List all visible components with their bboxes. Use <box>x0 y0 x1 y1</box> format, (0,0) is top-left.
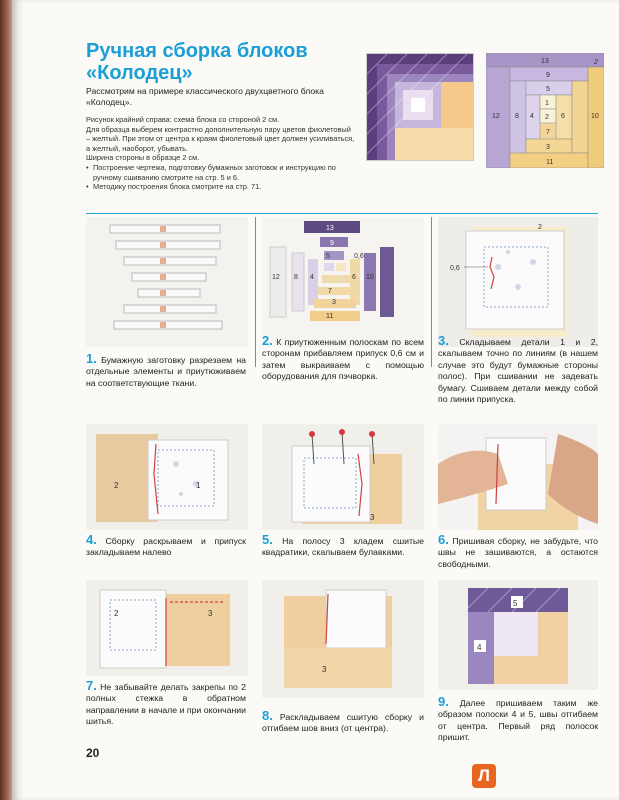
note-2: Для образца выберем контрастно дополнительную пару цветов фиолетовый – желтый. При этом от центра к краям фиолетовый цвет должен усиливаться, а желтый, наоборот, убывать. <box>86 124 355 153</box>
step5-text: На полосу 3 кладем сшитые квадратики, скалываем булавками. <box>262 536 424 558</box>
title-line-2: «Колодец» <box>86 62 193 84</box>
step9-caption <box>438 696 598 744</box>
p7-label-3: 3 <box>208 609 213 618</box>
step1-caption <box>86 353 246 389</box>
step8-caption <box>262 710 424 735</box>
step9-number: 9. <box>438 694 449 709</box>
p2-label-5: 5 <box>326 253 330 260</box>
diag-11: 11 <box>546 159 554 166</box>
step7-caption <box>86 680 246 728</box>
diag-2: 2 <box>545 114 549 121</box>
diag-1: 1 <box>545 100 549 107</box>
p2-label-7: 7 <box>328 288 332 295</box>
diag-7: 7 <box>546 129 550 136</box>
bullet-1: • Построение чертежа, подготовку бумажных заготовок и инструкцию по ручному сшиванию смотрите на стр. 5 и 6. <box>86 163 356 182</box>
diag-2-corner: 2 <box>594 59 598 66</box>
step3-number: 3. <box>438 333 449 348</box>
step9-text: Далее пришиваем таким же образом полоски 4 и 5, швы отгибаем от центра. Первый ряд полосок пришит. <box>438 698 598 743</box>
notes <box>86 115 356 192</box>
page-title <box>86 40 308 84</box>
step2-text: К приутюженным полоскам по всем сторонам прибавляем припуск 0,6 см и затем выкраиваем с помощью оборудования для пэчворка. <box>262 337 425 382</box>
step4-text: Сборку раскрываем и припуск закладываем налево <box>86 536 246 558</box>
diag-4: 4 <box>530 113 534 120</box>
block-scheme-diagram <box>486 53 604 168</box>
rule-row1-top <box>86 213 598 214</box>
step2-caption <box>262 335 424 383</box>
step1-text: Бумажную заготовку разрезаем на отдельные элементы и приутюживаем на соответствующие ткани. <box>86 355 246 388</box>
step4-caption <box>86 534 246 559</box>
diag-12: 12 <box>492 113 500 120</box>
p2-label-13: 13 <box>326 225 334 232</box>
rule-col1 <box>255 217 256 367</box>
step4-photo <box>86 424 248 530</box>
p2-label-12: 12 <box>272 274 280 281</box>
intro-paragraph: Рассмотрим на примере классического двухцветного блока «Колодец». <box>86 86 324 107</box>
step6-text: Пришивая сборку, не забудьте, что швы не зашиваются, а остаются свободными. <box>438 536 598 569</box>
step5-number: 5. <box>262 532 273 547</box>
bullet-2: • Методику построения блока смотрите на стр. 71. <box>86 182 356 192</box>
step1-number: 1. <box>86 351 97 366</box>
step7-number: 7. <box>86 678 97 693</box>
step4-number: 4. <box>86 532 97 547</box>
page-number: 20 <box>86 746 100 760</box>
p4-label-1: 1 <box>196 481 201 490</box>
book-spine <box>0 0 12 800</box>
p2-label-4: 4 <box>310 274 314 281</box>
diag-3: 3 <box>546 144 550 151</box>
diag-5: 5 <box>546 86 550 93</box>
p3-label-06: 0,6 <box>450 265 460 272</box>
p5-label-3: 3 <box>370 513 375 522</box>
step2-photo <box>262 217 424 347</box>
step6-caption <box>438 534 598 570</box>
diag-6: 6 <box>561 113 565 120</box>
step8-photo <box>262 580 424 698</box>
step8-number: 8. <box>262 708 273 723</box>
publisher-logo-icon: Л <box>472 764 496 788</box>
p2-label-11: 11 <box>326 313 334 320</box>
step5-photo <box>262 424 424 530</box>
p9-label-4: 4 <box>477 643 482 652</box>
finished-block-photo <box>366 53 474 161</box>
p7-label-2: 2 <box>114 609 119 618</box>
step9-photo <box>438 580 598 690</box>
title-line-1: Ручная сборка блоков <box>86 40 308 62</box>
step1-photo <box>86 217 248 347</box>
p3-label-2: 2 <box>538 224 542 231</box>
step3-photo <box>438 217 598 347</box>
p2-label-10: 10 <box>366 274 374 281</box>
note-1: Рисунок крайний справа: схема блока со стороной 2 см. <box>86 115 280 124</box>
step7-photo <box>86 580 248 676</box>
step2-number: 2. <box>262 333 273 348</box>
step8-text: Раскладываем сшитую сборку и отгибаем шов вниз (от центра). <box>262 712 424 734</box>
p2-label-6: 6 <box>352 274 356 281</box>
diag-13: 13 <box>541 58 549 65</box>
diag-8: 8 <box>515 113 519 120</box>
step6-number: 6. <box>438 532 449 547</box>
diag-10: 10 <box>591 113 599 120</box>
p2-label-06: 0,6 <box>354 253 364 260</box>
rule-col2 <box>431 217 432 367</box>
intro-text <box>86 86 356 108</box>
diag-9: 9 <box>546 72 550 79</box>
p2-label-3: 3 <box>332 299 336 306</box>
step3-text: Складываем детали 1 и 2, скалываем точно по линиям (в нашем случае это будут бумажные стороны полос). При сшивании не задевать бумагу. Сшиваем детали между собой по линии припуска. <box>438 337 599 405</box>
step3-caption <box>438 335 598 405</box>
p2-label-8: 8 <box>294 274 298 281</box>
p2-label-9: 9 <box>330 240 334 247</box>
p9-label-5: 5 <box>513 599 518 608</box>
p4-label-2: 2 <box>114 481 119 490</box>
p8-label-3: 3 <box>322 665 327 674</box>
step6-photo <box>438 424 598 530</box>
note-3: Ширина стороны в образце 2 см. <box>86 153 200 163</box>
step5-caption <box>262 534 424 559</box>
step7-text: Не забывайте делать закрепы по 2 полных стежка в обратном направлении в начале и при окончании шитья. <box>86 682 246 727</box>
